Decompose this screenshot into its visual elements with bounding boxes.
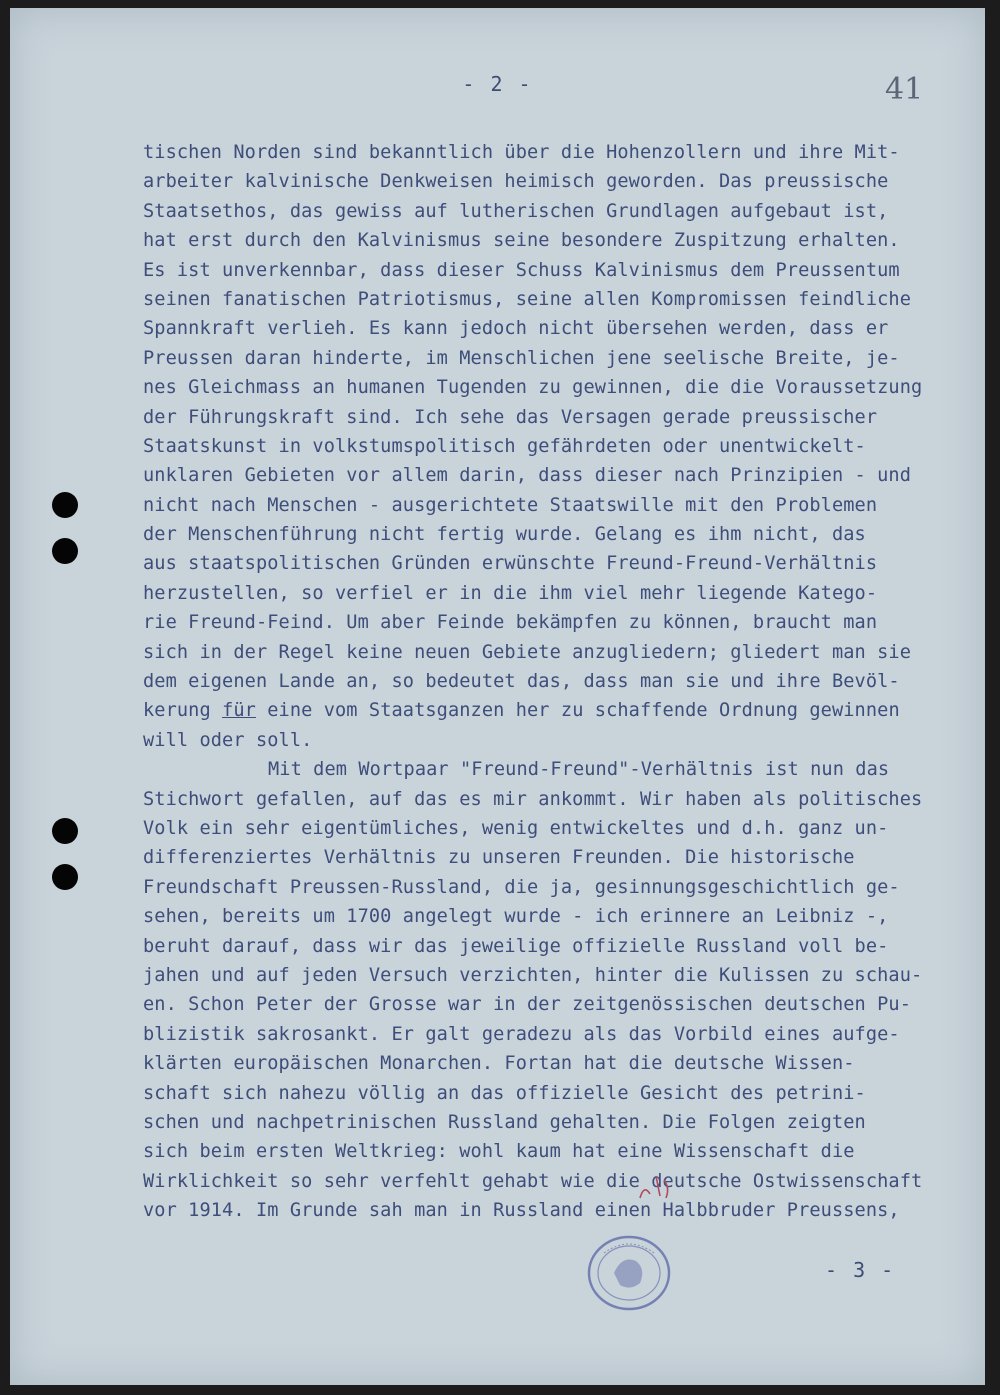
text-line: arbeiter kalvinische Denkweisen heimisch geworden. Das preussische — [143, 171, 889, 193]
punch-hole — [52, 864, 78, 890]
text-line: sehen, bereits um 1700 angelegt wurde - ich erinnere an Leibniz -, — [143, 906, 889, 928]
text-line: Wirklichkeit so sehr verfehlt gehabt wie die deutsche Ostwissenschaft — [143, 1170, 923, 1192]
text-line: nes Gleichmass an humanen Tugenden zu gewinnen, die die Voraussetzung — [143, 377, 923, 399]
typewritten-body — [143, 138, 985, 1225]
text-line: Volk ein sehr eigentümliches, wenig entwickeltes und d.h. ganz un- — [143, 817, 889, 839]
archive-folio-number: 41 — [885, 72, 924, 107]
text-line-rest: eine vom Staatsganzen her zu schaffende Ordnung gewinnen — [255, 700, 900, 722]
paragraph-start-line: Mit dem Wortpaar "Freund-Freund"-Verhältnis ist nun das — [268, 759, 890, 781]
text-line: Es ist unverkennbar, dass dieser Schuss Kalvinismus dem Preussentum — [143, 259, 900, 281]
archive-stamp-icon — [584, 1233, 674, 1313]
document-page — [10, 8, 985, 1385]
text-line: klärten europäischen Monarchen. Fortan hat die deutsche Wissen- — [143, 1053, 855, 1075]
text-line: will oder soll. — [143, 729, 313, 751]
text-line: sich in der Regel keine neuen Gebiete anzugliedern; gliedert man sie — [143, 641, 912, 663]
text-line: Spannkraft verlieh. Es kann jedoch nicht übersehen werden, dass er — [143, 318, 889, 340]
text-line: seinen fanatischen Patriotismus, seine allen Kompromissen feindliche — [143, 288, 912, 310]
text-line: Preussen daran hinderte, im Menschlichen jene seelische Breite, je- — [143, 347, 900, 369]
text-line: der Menschenführung nicht fertig wurde. Gelang es ihm nicht, das — [143, 524, 866, 546]
text-line: der Führungskraft sind. Ich sehe das Versagen gerade preussischer — [143, 406, 878, 428]
text-line: aus staatspolitischen Gründen erwünschte Freund-Freund-Verhältnis — [143, 553, 878, 575]
text-line: schaft sich nahezu völlig an das offizielle Gesicht des petrini- — [143, 1082, 866, 1104]
text-line: blizistik sakrosankt. Er galt geradezu als das Vorbild eines aufge- — [143, 1023, 900, 1045]
text-line: schen und nachpetrinischen Russland gehalten. Die Folgen zeigten — [143, 1111, 866, 1133]
text-line: hat erst durch den Kalvinismus seine besondere Zuspitzung erhalten. — [143, 230, 900, 252]
red-pencil-mark-icon — [630, 1166, 680, 1206]
punch-hole — [52, 492, 78, 518]
text-line: rie Freund-Feind. Um aber Feinde bekämpfen zu können, braucht man — [143, 612, 878, 634]
text-line: tischen Norden sind bekanntlich über die Hohenzollern und ihre Mit- — [143, 142, 900, 163]
text-line: jahen und auf jeden Versuch verzichten, hinter die Kulissen zu schau- — [143, 964, 923, 986]
text-line: vor 1914. Im Grunde sah man in Russland einen Halbbruder Preussens, — [143, 1200, 900, 1222]
underlined-word: für — [222, 700, 256, 722]
text-line-start: kerung — [143, 700, 223, 722]
text-line: nicht nach Menschen - ausgerichtete Staatswille mit den Problemen — [143, 494, 878, 516]
text-line: Staatsethos, das gewiss auf lutherischen Grundlagen aufgebaut ist, — [143, 200, 889, 222]
text-line: herzustellen, so verfiel er in die ihm viel mehr liegende Katego- — [143, 582, 878, 604]
text-line: differenziertes Verhältnis zu unseren Freunden. Die historische — [143, 847, 855, 869]
text-line: en. Schon Peter der Grosse war in der zeitgenössischen deutschen Pu- — [143, 994, 912, 1016]
page-number: - 2 - — [462, 72, 533, 96]
text-line: Freundschaft Preussen-Russland, die ja, gesinnungsgeschichtlich ge- — [143, 876, 900, 898]
text-line — [143, 696, 985, 725]
text-line: Staatskunst in volkstumspolitisch gefährdeten oder unentwickelt- — [143, 435, 866, 457]
punch-hole — [52, 538, 78, 564]
punch-hole — [52, 818, 78, 844]
text-line: unklaren Gebieten vor allem darin, dass dieser nach Prinzipien - und — [143, 465, 912, 487]
text-line: beruht darauf, dass wir das jeweilige offizielle Russland voll be- — [143, 935, 889, 957]
text-line: sich beim ersten Weltkrieg: wohl kaum hat eine Wissenschaft die — [143, 1141, 855, 1163]
catchword-next-page: - 3 - — [825, 1258, 896, 1282]
text-line: Stichwort gefallen, auf das es mir ankommt. Wir haben als politisches — [143, 788, 923, 810]
text-line: dem eigenen Lande an, so bedeutet das, dass man sie und ihre Bevöl- — [143, 671, 900, 693]
